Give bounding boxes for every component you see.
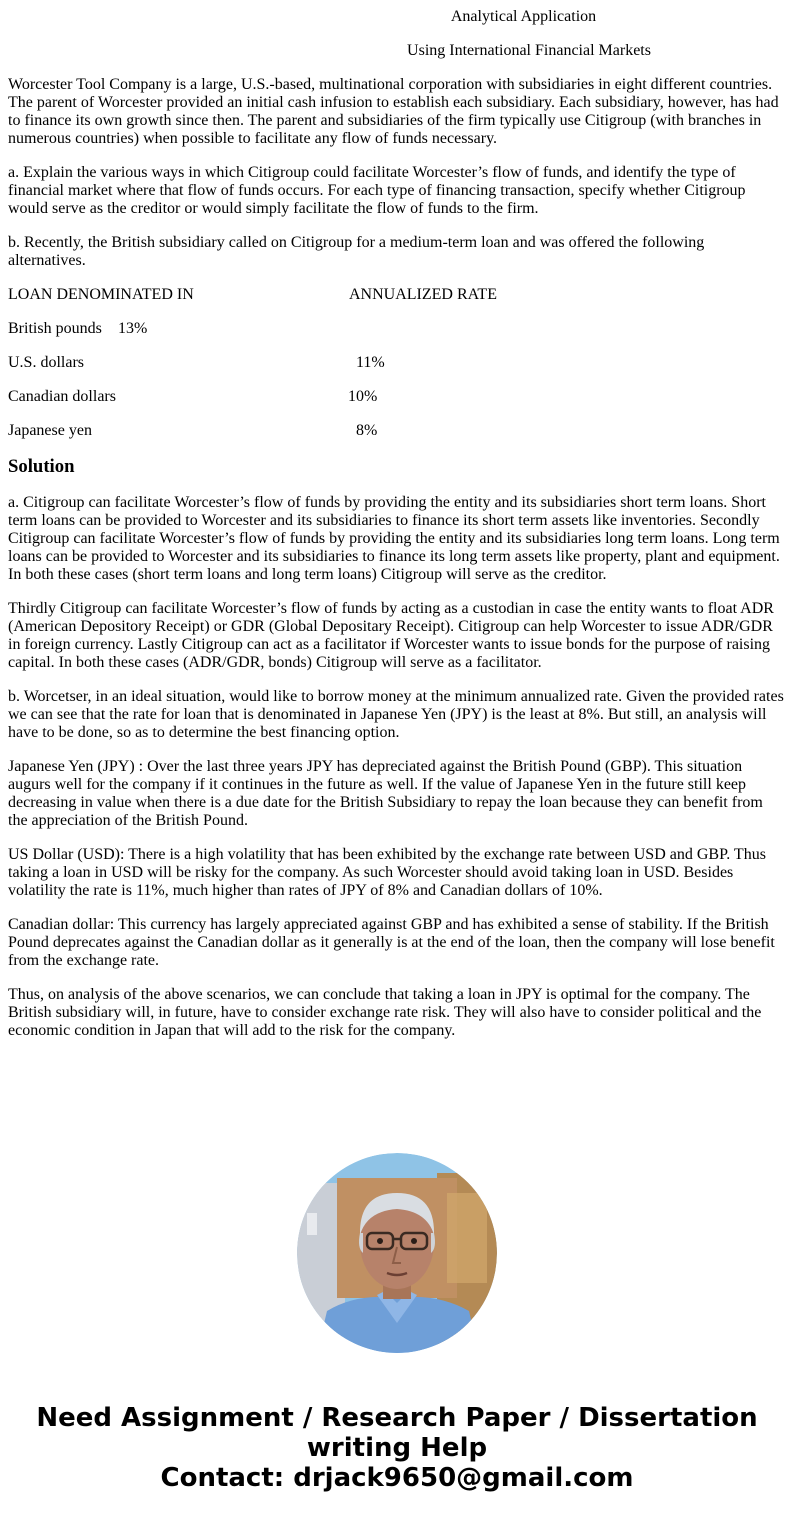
solution-heading: Solution [8,456,75,477]
cta-line: Need Assignment / Research Paper / Dissertation [36,1403,758,1433]
loan-table-header [8,286,786,304]
contact-banner [0,1403,794,1493]
document-body [8,8,786,1056]
document-title: Analytical Application [450,8,597,25]
loan-currency: Canadian dollars [8,388,116,405]
solution-paragraph: b. Worcetser, in an ideal situation, would like to borrow money at the minimum annualized rate. Given the provided rates we can see that the rate for loan that is denominated in Japanese Yen (JPY) is the least at 8%. But still, an analysis will have to be done, so as to determine the best financing option. [8,688,784,741]
question-intro: Worcester Tool Company is a large, U.S.-based, multinational corporation with subsidiaries in eight different countries. The parent of Worcester provided an initial cash infusion to establish each subsidiary. Each subsidiary, however, has had to finance its own growth since then. The parent and subsidiaries of the firm typically use Citigroup (with branches in numerous countries) when possible to facilitate any flow of funds necessary. [8,76,779,147]
solution-paragraph: Canadian dollar: This currency has largely appreciated against GBP and has exhibited a sense of stability. If the British Pound deprecates against the Canadian dollar as it generally is at the end of the loan, then the company will lose benefit from the exchange rate. [8,916,775,969]
solution-paragraph: a. Citigroup can facilitate Worcester’s flow of funds by providing the entity and its subsidiaries short term loans. Short term loans can be provided to Worcester and its subsidiaries to finance its short term assets like inventories. Secondly Citigroup can facilitate Worcester’s flow of funds by providing the entity and its subsidiaries long term loans. Long term loans can be provided to Worcester and its subsidiaries to finance its long term assets like property, plant and equipment. In both these cases (short term loans and long term loans) Citigroup will serve as the creditor. [8,494,780,583]
solution-paragraph: Japanese Yen (JPY) : Over the last three years JPY has depreciated against the British Pound (GBP). This situation augurs well for the company if it continues in the future as well. If the value of Japanese Yen in the future still keep decreasing in value when there is a due date for the British Subsidiary to repay the loan because they can benefit from the appreciation of the British Pound. [8,758,763,829]
author-avatar [297,1153,497,1353]
loan-row [8,320,786,338]
loan-row [8,422,786,440]
contact-email: Contact: drjack9650@gmail.com [160,1463,634,1493]
document-subtitle: Using International Financial Markets [407,42,651,59]
loan-rate: 8% [356,422,378,439]
loan-rate: 10% [348,388,378,405]
loan-currency: U.S. dollars [8,354,84,371]
author-portrait-icon [297,1153,497,1353]
question-part-a: a. Explain the various ways in which Citigroup could facilitate Worcester’s flow of funds, and identify the type of financial market where that flow of funds occurs. For each type of financing transaction, specify whether Citigroup would serve as the creditor or would simply facilitate the flow of funds to the firm. [8,164,746,217]
loan-currency: Japanese yen [8,422,92,439]
loan-header-currency: LOAN DENOMINATED IN [8,286,194,303]
loan-header-rate: ANNUALIZED RATE [349,286,497,303]
loan-rate: 13% [118,320,148,337]
solution-paragraph: Thus, on analysis of the above scenarios, we can conclude that taking a loan in JPY is optimal for the company. The British subsidiary will, in future, have to consider exchange rate risk. They will also have to consider political and the economic condition in Japan that will add to the risk for the company. [8,986,762,1039]
loan-row [8,388,786,406]
solution-paragraph: US Dollar (USD): There is a high volatility that has been exhibited by the exchange rate between USD and GBP. Thus taking a loan in USD will be risky for the company. As such Worcester should avoid taking loan in USD. Besides volatility the rate is 11%, much higher than rates of JPY of 8% and Canadian dollars of 10%. [8,846,766,899]
loan-currency: British pounds [8,320,102,337]
loan-rate: 11% [356,354,385,371]
solution-paragraph: Thirdly Citigroup can facilitate Worcester’s flow of funds by acting as a custodian in case the entity wants to float ADR (American Depository Receipt) or GDR (Global Depositary Receipt). Citigroup can help Worcester to issue ADR/GDR in foreign currency. Lastly Citigroup can act as a facilitator if Worcester wants to issue bonds for the purpose of raising capital. In both these cases (ADR/GDR, bonds) Citigroup will serve as a facilitator. [8,600,774,671]
cta-line: writing Help [306,1433,488,1463]
loan-row [8,354,786,372]
question-part-b: b. Recently, the British subsidiary called on Citigroup for a medium-term loan and was offered the following alternatives. [8,234,705,269]
